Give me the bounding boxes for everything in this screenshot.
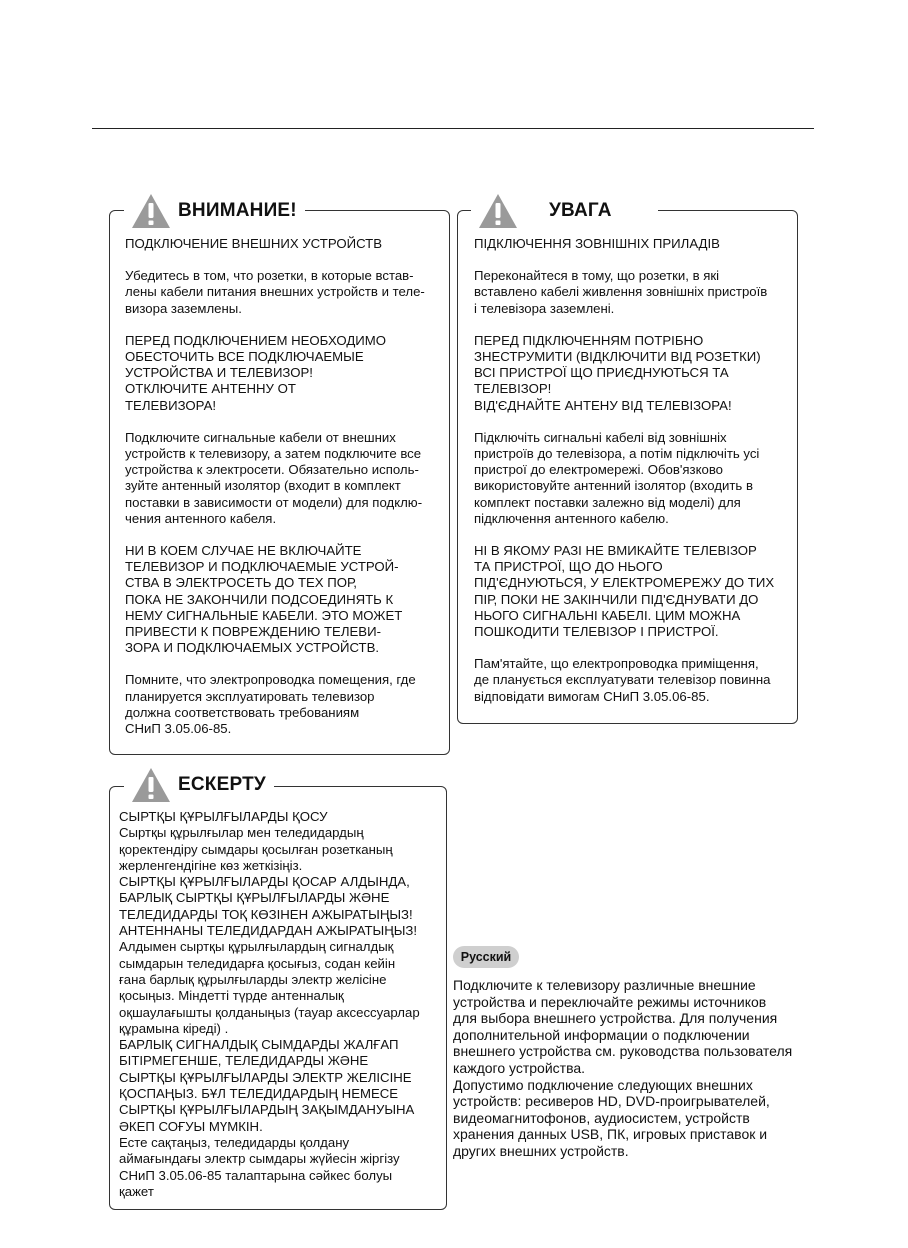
warning-heading-ru: ПОДКЛЮЧЕНИЕ ВНЕШНИХ УСТРОЙСТВ: [125, 236, 383, 251]
warning-title-kz: ЕСКЕРТУ: [178, 774, 266, 795]
warning-triangle-icon: [130, 192, 172, 230]
warning-heading-ua: ПІДКЛЮЧЕННЯ ЗОВНІШНІХ ПРИЛАДІВ: [474, 236, 720, 251]
warning-paragraph-ua-3: Підключіть сигнальні кабелі від зовнішніх пристроїв до телевізора, а потім підключіть усі пристрої до електромережі. Обов'язково використовуйте антенний ізолятор (входить в комплект поставки залежно від моделі) для підключення антенного кабелю.: [474, 429, 760, 526]
connection-info-text: Подключите к телевизору различные внешние устройства и переключайте режимы источников для выбора внешнего устройства. Для получения дополнительной информации о подключении внешнего устройства см. руководства пользователя каждого устройства. Допустимо подключение следующих внешних устройств: ресиверов HD, DVD-проигрывателей, видеомагнитофонов, аудиосистем, устройств хранения данных USB, ПК, игровых приставок и других внешних устройств.: [453, 977, 793, 1159]
warning-header-ru: [124, 190, 305, 232]
warning-paragraph-ru-4: НИ В КОЕМ СЛУЧАЕ НЕ ВКЛЮЧАЙТЕ ТЕЛЕВИЗОР И ПОДКЛЮЧАЕМЫЕ УСТРОЙ- СТВА В ЭЛЕКТРОСЕТЬ ДО ТЕХ ПОР, ПОКА НЕ ЗАКОНЧИЛИ ПОДСОЕДИНЯТЬ К НЕМУ СИГНАЛЬНЫЕ КАБЕЛИ. ЭТО МОЖЕТ ПРИВЕСТИ К ПОВРЕЖДЕНИЮ ТЕЛЕВИ- ЗОРА И ПОДКЛЮЧАЕМЫХ УСТРОЙСТВ.: [125, 543, 403, 656]
warning-header-ua: [471, 190, 658, 232]
warning-paragraph-ru-5: Помните, что электропроводка помещения, где планируется эксплуатировать телевизор должна соответствовать требованиям СНиП 3.05.06-85.: [125, 672, 416, 737]
warning-paragraph-ru-2: ПЕРЕД ПОДКЛЮЧЕНИЕМ НЕОБХОДИМО ОБЕСТОЧИТЬ ВСЕ ПОДКЛЮЧАЕМЫЕ УСТРОЙСТВА И ТЕЛЕВИЗОР! ОТКЛЮЧИТЕ АНТЕННУ ОТ ТЕЛЕВИЗОРА!: [125, 332, 387, 413]
warning-content-ru: [125, 236, 450, 737]
warning-title-ru: ВНИМАНИЕ!: [178, 200, 297, 221]
warning-paragraph-ua-1: Переконайтеся в тому, що розетки, в які вставлено кабелі живлення зовнішніх пристроїв і телевізора заземлені.: [474, 268, 768, 316]
warning-body-kz: СЫРТҚЫ ҚҰРЫЛҒЫЛАРДЫ ҚОСУ Сыртқы құрылғылар мен теледидардың қоректендіру сымдары қосылған розетканың жерленгендігіне көз жеткізіңіз. СЫРТҚЫ ҚҰРЫЛҒЫЛАРДЫ ҚОСАР АЛДЫНДА, БАРЛЫҚ СЫРТҚЫ ҚҰРЫЛҒЫЛАРДЫ ЖӘНЕ ТЕЛЕДИДАРДЫ ТОҚ КӨЗІНЕН АЖЫРАТЫҢЫЗ! АНТЕННАНЫ ТЕЛЕДИДАРДАН АЖЫРАТЫҢЫЗ! Алдымен сыртқы құрылғылардың сигналдық сымдарын теледидарға қосығыз, содан кейін ғана барлық құрылғыларды электр желісіне қосыңыз. Міндетті түрде антенналық оқшаулағышты қолданыңыз (тауар аксессуарлар құрамына кіреді) . БАРЛЫҚ СИГНАЛДЫҚ СЫМДАРДЫ ЖАЛҒАП БІТІРМЕГЕНШЕ, ТЕЛЕДИДАРДЫ ЖӘНЕ СЫРТҚЫ ҚҰРЫЛҒЫЛАРДЫ ЭЛЕКТР ЖЕЛІСІНЕ ҚОСПАҢЫЗ. БҰЛ ТЕЛЕДИДАРДЫҢ НЕМЕСЕ СЫРТҚЫ ҚҰРЫЛҒЫЛАРДЫҢ ЗАҚЫМДАНУЫНА ӘКЕП СОҒУЫ МҮМКІН. Есте сақтаңыз, теледидарды қолдану аймағындағы электр сымдары жүйесін жіргізу СНиП 3.05.06-85 талаптарына сәйкес болуы қажет: [119, 809, 420, 1199]
warning-triangle-icon: [130, 766, 172, 804]
warning-content-ua: [474, 236, 798, 705]
warning-paragraph-ua-5: Пам'ятайте, що електропроводка приміщення, де планується експлуатувати телевізор повинна відповідати вимогам СНиП 3.05.06-85.: [474, 656, 771, 704]
warning-paragraph-ru-3: Подключите сигнальные кабели от внешних устройств к телевизору, а затем подключите все устройства к электросети. Обязательно исполь- зуйте антенный изолятор (входит в комплект поставки в зависимости от модели) для подклю- чения антенного кабеля.: [125, 429, 423, 526]
warning-title-ua: УВАГА: [549, 200, 612, 221]
warning-paragraph-ru-1: Убедитесь в том, что розетки, в которые встав- лены кабели питания внешних устройств и теле- визора заземлены.: [125, 268, 425, 316]
warning-triangle-icon: [477, 192, 519, 230]
warning-content-kz: [119, 809, 447, 1200]
warning-paragraph-ua-2: ПЕРЕД ПІДКЛЮЧЕННЯМ ПОТРІБНО ЗНЕСТРУМИТИ (ВІДКЛЮЧИТИ ВІД РОЗЕТКИ) ВСІ ПРИСТРОЇ ЩО ПРИЄДНУЮТЬСЯ ТА ТЕЛЕВІЗОР! ВІД'ЄДНАЙТЕ АНТЕНУ ВІД ТЕЛЕВІЗОРА!: [474, 332, 761, 413]
warning-paragraph-ua-4: НІ В ЯКОМУ РАЗІ НЕ ВМИКАЙТЕ ТЕЛЕВІЗОР ТА ПРИСТРОЇ, ЩО ДО НЬОГО ПІД'ЄДНУЮТЬСЯ, У ЕЛЕКТРОМЕРЕЖУ ДО ТИХ ПІР, ПОКИ НЕ ЗАКІНЧИЛИ ПІД'ЄДНУВАТИ ДО НЬОГО СИГНАЛЬНІ КАБЕЛІ. ЦИМ МОЖНА ПОШКОДИТИ ТЕЛЕВІЗОР І ПРИСТРОЇ.: [474, 543, 775, 640]
top-rule: [92, 128, 814, 129]
warning-header-kz: [124, 764, 274, 806]
language-badge: Русский: [453, 946, 519, 968]
